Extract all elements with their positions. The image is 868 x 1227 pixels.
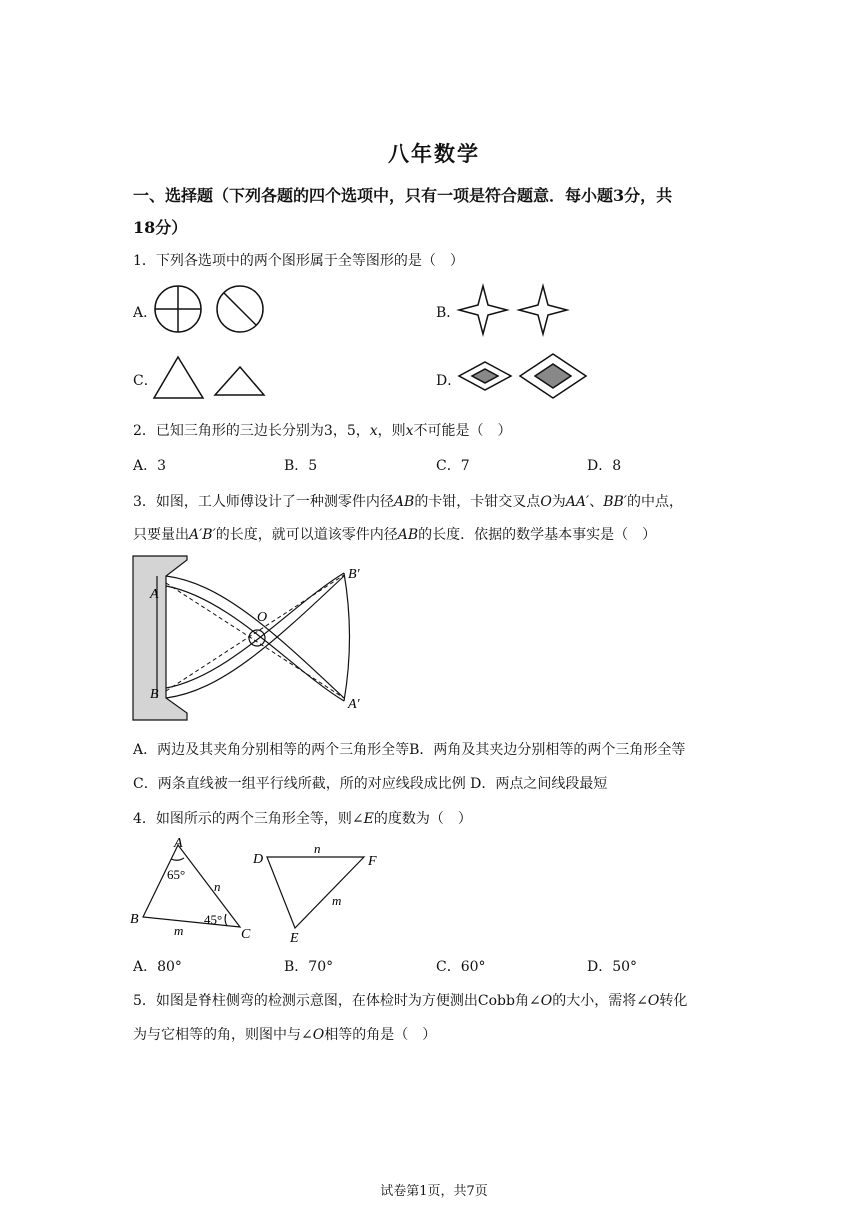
page-footer: 试卷第1页，共7页 (380, 1184, 488, 1199)
section-heading-line2: 18分） (133, 218, 188, 237)
label-a: A (174, 836, 183, 851)
q4-option-c: C．60° (436, 959, 486, 975)
q1-figure-a (150, 284, 270, 336)
page-title: 八年数学 (388, 141, 480, 166)
q5-line1 (133, 990, 687, 1010)
q2-var-x: x (369, 423, 378, 439)
q5-text: 转化 (659, 993, 688, 1009)
q5-angle-o-2: ∠O (636, 993, 660, 1009)
q4-stem (133, 808, 472, 828)
q5-text: 的大小，需将 (552, 993, 637, 1009)
label-b: B (130, 912, 139, 927)
q5-text: 相等的角是（ ） (324, 1027, 437, 1043)
label-f: F (368, 854, 377, 869)
q3-caliper-figure (130, 553, 380, 728)
q1-option-c: C． (133, 373, 158, 389)
q3-aa: AA′ (565, 494, 590, 510)
angle-c-label: 45° (204, 912, 223, 927)
q2-option-d: D．8 (587, 458, 622, 474)
q1-figure-d (458, 352, 593, 400)
q2-stem-b: ，则 (377, 423, 406, 439)
q3-text: 只要量出 (133, 527, 189, 543)
angle-a-label: 65° (167, 867, 186, 882)
q3-text: 3．如图，工人师傅设计了一种测零件内径 (133, 494, 394, 510)
q3-options-line2: C．两条直线被一组平行线所截，所的对应线段成比例 D．两点之间线段最短 (133, 776, 608, 792)
label-b-prime: B′ (348, 567, 360, 582)
q3-bb: BB′ (603, 494, 627, 510)
label-a-prime: A′ (348, 697, 360, 712)
label-c: C (241, 927, 251, 942)
q4-angle-e: ∠E (351, 811, 374, 827)
side-n-label-2: n (314, 841, 321, 856)
q3-text: 的卡钳，卡钳交叉点 (414, 494, 541, 510)
q3-line2 (133, 524, 656, 544)
q4-text: 4．如图所示的两个三角形全等，则 (133, 811, 352, 827)
q3-ab: AB (393, 494, 415, 510)
q3-text: 的长度，就可以道该零件内径 (215, 527, 398, 543)
q5-text: 为与它相等的角，则图中与 (133, 1027, 301, 1043)
side-m-label: m (174, 923, 184, 938)
label-b: B (150, 687, 159, 702)
q4-text: 的度数为（ ） (373, 811, 472, 827)
q1-option-b: B． (436, 305, 461, 321)
q5-angle-o: ∠O (528, 993, 553, 1009)
q3-options-line1: A．两边及其夹角分别相等的两个三角形全等B．两角及其夹边分别相等的两个三角形全等 (133, 742, 686, 758)
q1-option-a: A． (133, 305, 158, 321)
q3-o: O (540, 494, 552, 510)
q3-text: 的中点， (626, 494, 683, 510)
q3-apbp: A′B′ (189, 527, 216, 543)
q2-stem-a: 2．已知三角形的三边长分别为3，5， (133, 423, 370, 439)
q1-option-d: D． (436, 373, 462, 389)
q2-stem-c: 不可能是（ ） (413, 423, 512, 439)
q4-option-a: A．80° (133, 959, 182, 975)
q3-text: 的长度．依据的数学基本事实是（ ） (418, 527, 657, 543)
label-d: D (253, 852, 264, 867)
q5-line2 (133, 1024, 436, 1044)
side-m-label-2: m (332, 893, 342, 908)
q4-triangles-figure (128, 835, 398, 947)
q3-text: 为 (551, 494, 566, 510)
label-a: A (150, 587, 159, 602)
q5-text: 5．如图是脊柱侧弯的检测示意图，在体检时为方便测出Cobb角 (133, 993, 529, 1009)
section-heading-line1: 一、选择题（下列各题的四个选项中，只有一项是符合题意．每小题3分，共 (133, 186, 673, 205)
q4-option-d: D．50° (587, 959, 638, 975)
q3-line1 (133, 491, 683, 511)
side-n-label: n (214, 879, 221, 894)
q1-figure-b (455, 284, 575, 338)
q2-option-a: A．3 (133, 458, 167, 474)
q2-var-x-2: x (405, 423, 414, 439)
q4-option-b: B．70° (284, 959, 334, 975)
q1-stem: 1．下列各选项中的两个图形属于全等图形的是（ ） (133, 253, 464, 269)
q2-option-c: C．7 (436, 458, 470, 474)
label-o: O (257, 610, 268, 625)
q3-ab: AB (397, 527, 419, 543)
q5-angle-o-3: ∠O (301, 1027, 325, 1043)
q2-stem (133, 420, 512, 440)
q1-figure-c (153, 354, 273, 402)
q3-text: 、 (589, 494, 604, 510)
q2-option-b: B．5 (284, 458, 318, 474)
label-e: E (290, 931, 299, 946)
